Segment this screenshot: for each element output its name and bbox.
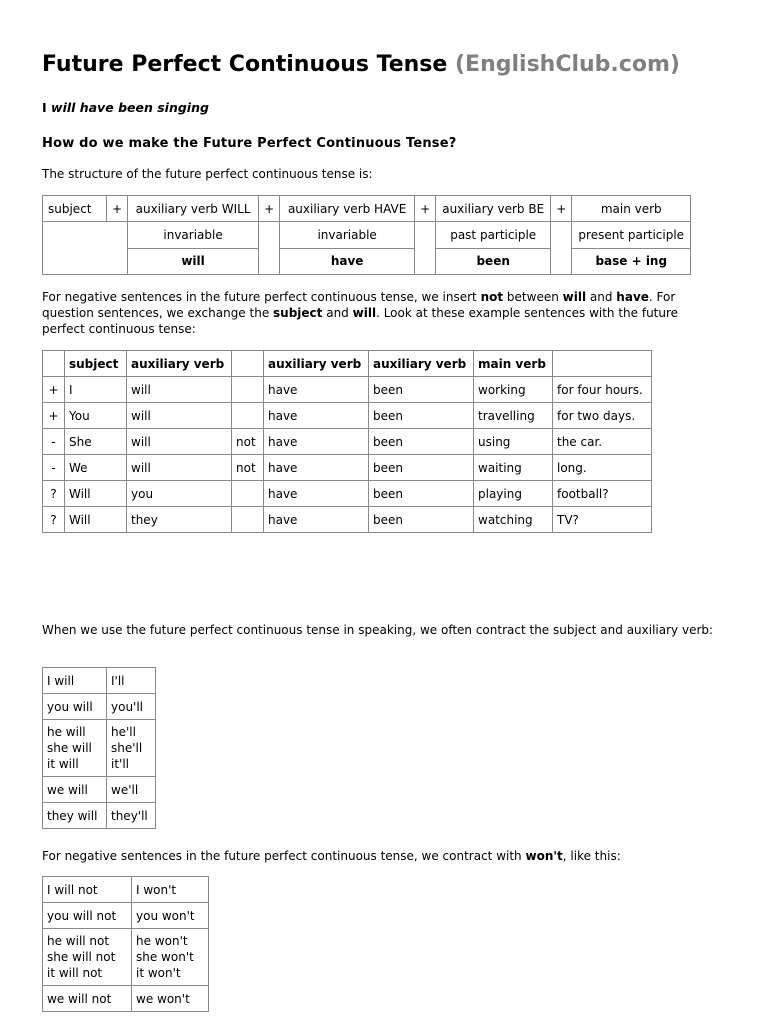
table-cell: watching — [474, 507, 553, 533]
table-cell: they will — [43, 803, 107, 829]
table-header-cell: auxiliary verb — [369, 351, 474, 377]
table-cell: he will not she will not it will not — [43, 929, 132, 986]
table-cell — [43, 222, 128, 275]
table-cell: we will not — [43, 986, 132, 1012]
negative-question-paragraph — [42, 289, 722, 337]
table-row — [43, 720, 156, 777]
table-cell: subject — [43, 196, 107, 222]
emphasis: will — [562, 290, 587, 304]
table-cell: I won't — [132, 877, 209, 903]
table-header-cell: auxiliary verb — [264, 351, 369, 377]
table-cell: will — [127, 455, 232, 481]
table-cell: you will not — [43, 903, 132, 929]
table-row — [43, 222, 691, 248]
negative-contraction-paragraph — [42, 848, 722, 864]
table-cell: TV? — [553, 507, 652, 533]
table-cell: you won't — [132, 903, 209, 929]
table-cell: ? — [43, 481, 65, 507]
title-main: Future Perfect Continuous Tense — [42, 52, 448, 77]
table-cell: have — [264, 377, 369, 403]
emphasis: won't — [525, 849, 563, 863]
table-cell: invariable — [128, 222, 259, 248]
table-cell: travelling — [474, 403, 553, 429]
table-cell: - — [43, 455, 65, 481]
table-cell: have — [264, 507, 369, 533]
table-cell: we won't — [132, 986, 209, 1012]
contractions-table — [42, 667, 156, 829]
table-cell — [259, 222, 280, 275]
table-cell: will — [127, 403, 232, 429]
table-row — [43, 429, 652, 455]
table-cell: been — [369, 481, 474, 507]
table-cell: you'll — [107, 694, 156, 720]
table-row — [43, 403, 652, 429]
table-cell — [551, 222, 572, 275]
table-row — [43, 803, 156, 829]
table-cell: have — [264, 403, 369, 429]
text-run: and — [586, 290, 617, 304]
example-sentence — [42, 100, 209, 115]
table-cell: base + ing — [572, 248, 691, 274]
table-cell — [232, 481, 264, 507]
negative-contractions-table — [42, 876, 209, 1012]
table-row — [43, 668, 156, 694]
text-run: For negative sentences in the future perfect continuous tense, we contract with — [42, 849, 526, 863]
table-cell: + — [551, 196, 572, 222]
table-cell — [232, 403, 264, 429]
table-cell: have — [264, 481, 369, 507]
emphasis: will — [352, 306, 377, 320]
table-cell: I — [65, 377, 127, 403]
table-cell: + — [259, 196, 280, 222]
table-cell: the car. — [553, 429, 652, 455]
emphasis: have — [616, 290, 649, 304]
table-cell: + — [43, 377, 65, 403]
table-cell: Will — [65, 507, 127, 533]
table-cell: they — [127, 507, 232, 533]
table-cell: have — [264, 455, 369, 481]
table-cell: we'll — [107, 777, 156, 803]
table-cell: they'll — [107, 803, 156, 829]
table-cell: he won't she won't it won't — [132, 929, 209, 986]
table-cell: have — [280, 248, 415, 274]
table-cell: been — [369, 377, 474, 403]
table-cell: + — [107, 196, 128, 222]
examples-table — [42, 350, 652, 533]
table-cell: for two days. — [553, 403, 652, 429]
table-row — [43, 248, 691, 274]
table-cell: I'll — [107, 668, 156, 694]
table-row — [43, 455, 652, 481]
table-cell: ? — [43, 507, 65, 533]
table-cell: been — [369, 403, 474, 429]
table-row — [43, 507, 652, 533]
table-cell: you will — [43, 694, 107, 720]
text-run: , like this: — [562, 849, 621, 863]
table-cell: + — [43, 403, 65, 429]
table-cell: auxiliary verb WILL — [128, 196, 259, 222]
table-cell: football? — [553, 481, 652, 507]
table-cell: we will — [43, 777, 107, 803]
table-cell: waiting — [474, 455, 553, 481]
table-cell: playing — [474, 481, 553, 507]
intro-paragraph: The structure of the future perfect continuous tense is: — [42, 167, 373, 181]
table-cell: main verb — [572, 196, 691, 222]
table-cell: he will she will it will — [43, 720, 107, 777]
example-verb-phrase: will have been singing — [51, 100, 209, 115]
page-title — [42, 52, 680, 77]
table-cell: he'll she'll it'll — [107, 720, 156, 777]
contraction-paragraph: When we use the future perfect continuous tense in speaking, we often contract the subject and auxiliary verb: — [42, 623, 714, 637]
table-row — [43, 929, 209, 986]
text-run: For negative sentences in the future perfect continuous tense, we insert — [42, 290, 481, 304]
structure-table — [42, 195, 691, 275]
table-cell: using — [474, 429, 553, 455]
table-header-row — [43, 351, 652, 377]
table-cell: present participle — [572, 222, 691, 248]
table-row — [43, 694, 156, 720]
table-row — [43, 877, 209, 903]
table-cell: been — [369, 455, 474, 481]
table-cell: invariable — [280, 222, 415, 248]
table-header-cell — [232, 351, 264, 377]
table-row — [43, 196, 691, 222]
table-cell: + — [415, 196, 436, 222]
table-cell: I will not — [43, 877, 132, 903]
table-header-cell: main verb — [474, 351, 553, 377]
table-cell: you — [127, 481, 232, 507]
table-row — [43, 777, 156, 803]
text-run: and — [322, 306, 353, 320]
table-cell: not — [232, 429, 264, 455]
table-cell — [415, 222, 436, 275]
table-cell: working — [474, 377, 553, 403]
table-cell: She — [65, 429, 127, 455]
table-header-cell — [43, 351, 65, 377]
table-cell — [232, 377, 264, 403]
text-run: between — [503, 290, 563, 304]
table-cell — [232, 507, 264, 533]
table-cell: will — [128, 248, 259, 274]
table-row — [43, 481, 652, 507]
table-cell: You — [65, 403, 127, 429]
emphasis: not — [480, 290, 504, 304]
table-cell: - — [43, 429, 65, 455]
table-cell: will — [127, 429, 232, 455]
table-cell: not — [232, 455, 264, 481]
table-cell: past participle — [436, 222, 551, 248]
table-header-cell: subject — [65, 351, 127, 377]
text-run: . For question sentences, we exchange the — [42, 290, 676, 320]
table-header-cell — [553, 351, 652, 377]
table-cell: auxiliary verb HAVE — [280, 196, 415, 222]
table-cell: been — [436, 248, 551, 274]
emphasis: subject — [273, 306, 323, 320]
example-subject: I — [42, 100, 47, 115]
table-cell: I will — [43, 668, 107, 694]
table-cell: have — [264, 429, 369, 455]
table-cell: been — [369, 507, 474, 533]
section-question-heading: How do we make the Future Perfect Continuous Tense? — [42, 136, 457, 151]
text-run: . Look at these example sentences with the future perfect continuous tense: — [42, 306, 679, 336]
table-cell: will — [127, 377, 232, 403]
table-cell: Will — [65, 481, 127, 507]
table-cell: We — [65, 455, 127, 481]
table-cell: for four hours. — [553, 377, 652, 403]
table-cell: long. — [553, 455, 652, 481]
table-row — [43, 377, 652, 403]
title-site: (EnglishClub.com) — [455, 52, 680, 77]
table-row — [43, 903, 209, 929]
table-header-cell: auxiliary verb — [127, 351, 232, 377]
table-cell: been — [369, 429, 474, 455]
table-row — [43, 986, 209, 1012]
table-cell: auxiliary verb BE — [436, 196, 551, 222]
